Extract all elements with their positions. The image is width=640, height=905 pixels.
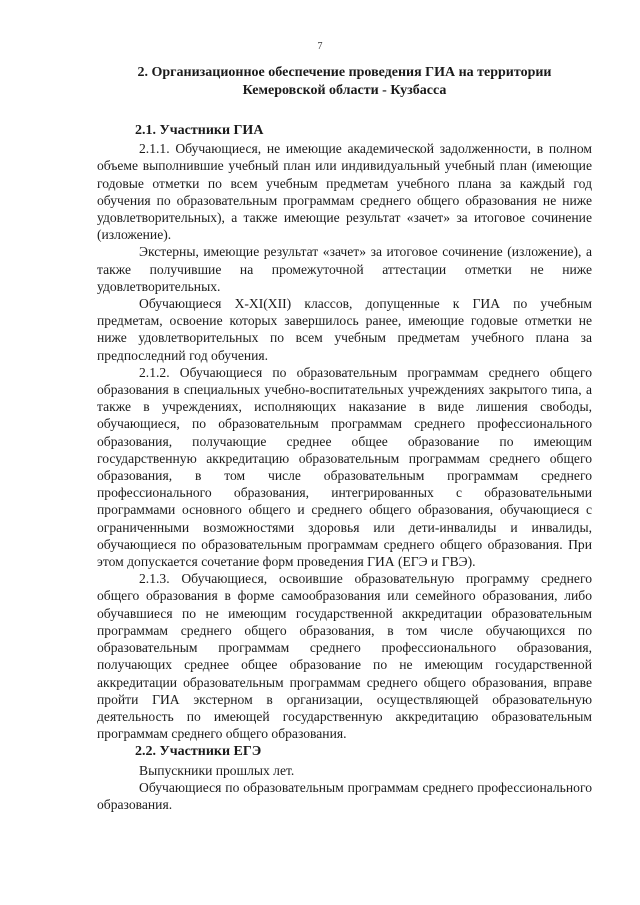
paragraph-spo-students: Обучающиеся по образовательным программам среднего профессионального образования. [97,779,592,812]
paragraph-2-1-1: 2.1.1. Обучающиеся, не имеющие академической задолженности, в полном объеме выполнившие учебный план или индивидуальный учебный план (имеющие годовые отметки по всем учебным предметам учебного плана за каждый год обучения по образовательным программам среднего общего образования не ниже удовлетворительных), а также имеющие результат «зачет» за итоговое сочинение (изложение). [97,141,592,243]
subsection-title-participants-gia: 2.1. Участники ГИА [135,123,264,138]
paragraph-past-graduates: Выпускники прошлых лет. [139,762,295,778]
section-title: 2. Организационное обеспечение проведения ГИА на территории Кемеровской области - Кузбасса [137,65,552,98]
paragraph-externs: Экстерны, имеющие результат «зачет» за итоговое сочинение (изложение), а также получившие на промежуточной аттестации отметки не ниже удовлетворительных. [97,244,592,294]
paragraph-classes-x-xii: Обучающиеся X-XI(XII) классов, допущенные к ГИА по учебным предметам, освоение которых завершилось ранее, имеющие годовые отметки не ниже удовлетворительных по всем учебным предметам учебного плана за предпоследний год обучения. [97,296,592,363]
subsection-title-participants-ege: 2.2. Участники ЕГЭ [135,744,262,760]
paragraph-2-1-2: 2.1.2. Обучающиеся по образовательным программам среднего общего образования в специальных учебно-воспитательных учреждениях закрытого типа, а также в учреждениях, исполняющих наказание в виде лишения свободы, обучающиеся, по образовательным программам среднего профессионального образования, получающие среднее общее образование по имеющим государственную аккредитацию образовательным программам среднего общего образования, в том числе образовательным программам среднего профессионального образования, интегрированных с образовательными программами основного общего и среднего общего образования, обучающиеся с ограниченными возможностями здоровья или дети-инвалиды и инвалиды, обучающиеся по образовательным программам среднего общего образования. При этом допускается сочетание форм проведения ГИА (ЕГЭ и ГВЭ). [97,364,592,570]
page-number: 7 [317,41,323,52]
paragraph-2-1-3: 2.1.3. Обучающиеся, освоившие образовательную программу среднего общего образования в форме самообразования или семейного образования, либо обучавшиеся по не имеющим государственной аккредитации образовательным программам среднего общего образования, в том числе обучающихся по образовательным программам среднего профессионального образования, получающих среднее общее образование по не имеющим государственной аккредитации образовательным программам среднего общего образования, вправе пройти ГИА экстерном в организации, осуществляющей образовательную деятельность по имеющей государственную аккредитацию образовательным программам среднего общего образования. [97,571,592,742]
